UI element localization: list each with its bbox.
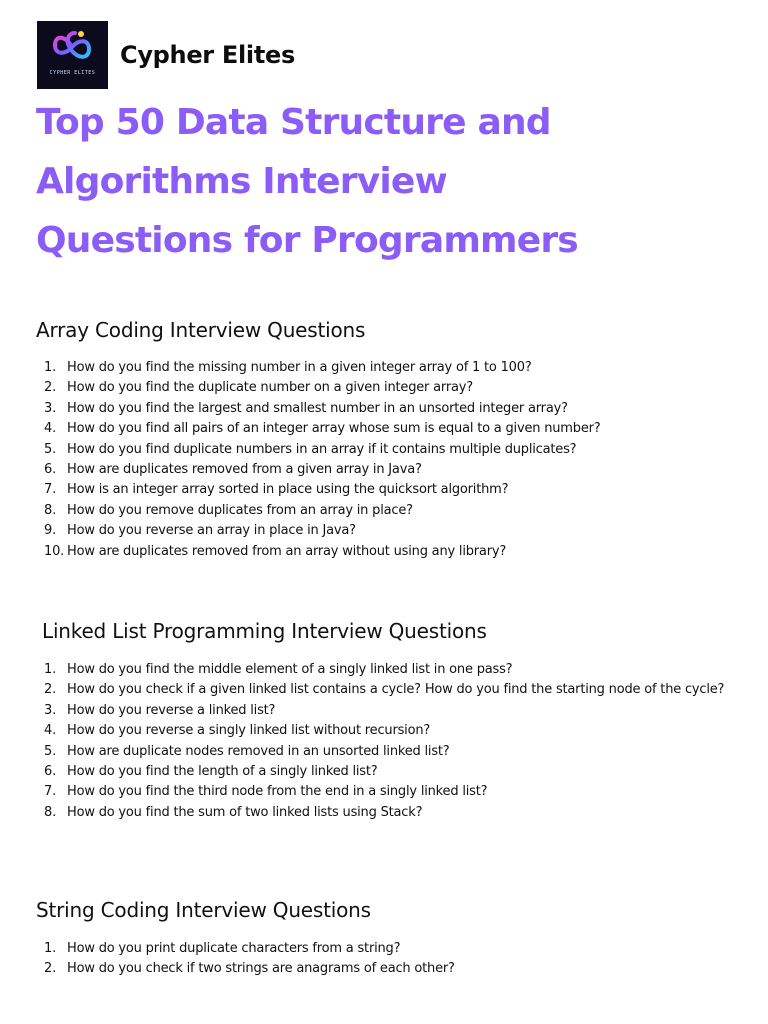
list-item [36,480,736,500]
list-item [36,521,736,541]
section-heading: Array Coding Interview Questions [36,318,366,342]
list-item [36,701,736,721]
item-text: How are duplicate nodes removed in an unsorted linked list? [67,743,450,759]
item-text: How do you find duplicate numbers in an array if it contains multiple duplicates? [67,441,577,457]
item-number: 2. [44,961,57,977]
item-text: How do you find the largest and smallest number in an unsorted integer array? [67,400,568,416]
item-text: How do you find the sum of two linked lists using Stack? [67,804,423,820]
item-number: 2. [44,682,57,698]
item-number: 1. [44,941,57,956]
item-number: 3. [44,400,57,416]
list-item [36,542,736,562]
item-text: How do you find the missing number in a given integer array of 1 to 100? [67,360,532,375]
item-number: 4. [44,723,57,739]
item-number: 6. [44,764,57,780]
question-list [36,358,736,562]
section-heading: Linked List Programming Interview Questions [42,619,487,643]
question-list [36,939,736,980]
list-item [36,358,736,378]
brand-name: Cypher Elites [120,41,295,69]
item-number: 10. [44,543,65,559]
list-item [36,501,736,521]
item-number: 8. [44,804,57,820]
item-text: How do you reverse a linked list? [67,702,276,718]
title-line: Top 50 Data Structure and [36,102,551,143]
item-number: 7. [44,482,57,498]
item-number: 4. [44,421,57,437]
infinity-logo-icon [37,21,108,89]
item-text: How do you print duplicate characters from a string? [67,941,401,956]
list-item [36,762,736,782]
list-item [36,742,736,762]
list-item [36,803,736,823]
section-linked-list-questions [36,619,736,823]
item-number: 5. [44,441,57,457]
item-text: How do you find the duplicate number on a given integer array? [67,380,473,396]
item-number: 7. [44,784,57,800]
list-item [36,660,736,680]
logo [37,21,108,89]
item-text: How do you find the third node from the end in a singly linked list? [67,784,488,800]
list-item [36,440,736,460]
item-number: 6. [44,462,57,478]
item-text: How are duplicates removed from a given array in Java? [67,462,422,478]
item-text: How do you check if a given linked list contains a cycle? How do you find the starting node of the cycle? [67,682,725,698]
item-text: How are duplicates removed from an array without using any library? [67,543,507,559]
list-item [36,680,736,700]
item-number: 1. [44,662,57,677]
item-number: 9. [44,523,57,539]
section-string-questions [36,898,736,980]
item-text: How do you remove duplicates from an array in place? [67,502,413,518]
item-text: How do you reverse a singly linked list without recursion? [67,723,431,739]
logo-text: CYPHER ELITES [49,70,96,76]
title-line: Questions for Programmers [36,220,578,261]
page-title [36,93,736,270]
item-number: 3. [44,702,57,718]
item-text: How do you check if two strings are anagrams of each other? [67,961,455,977]
list-item [36,721,736,741]
list-item [36,399,736,419]
section-heading: String Coding Interview Questions [36,898,371,922]
section-array-questions [36,318,736,562]
list-item [36,378,736,398]
list-item [36,460,736,480]
item-number: 2. [44,380,57,396]
header [37,21,295,89]
list-item [36,782,736,802]
list-item [36,959,736,979]
list-item [36,939,736,959]
item-text: How do you reverse an array in place in Java? [67,523,356,539]
item-number: 1. [44,360,57,375]
item-text: How do you find the length of a singly linked list? [67,764,378,780]
item-number: 8. [44,502,57,518]
question-list [36,660,736,823]
item-text: How do you find all pairs of an integer array whose sum is equal to a given number? [67,421,601,437]
item-text: How do you find the middle element of a singly linked list in one pass? [67,662,513,677]
title-line: Algorithms Interview [36,161,447,202]
item-number: 5. [44,743,57,759]
item-text: How is an integer array sorted in place using the quicksort algorithm? [67,482,509,498]
list-item [36,419,736,439]
